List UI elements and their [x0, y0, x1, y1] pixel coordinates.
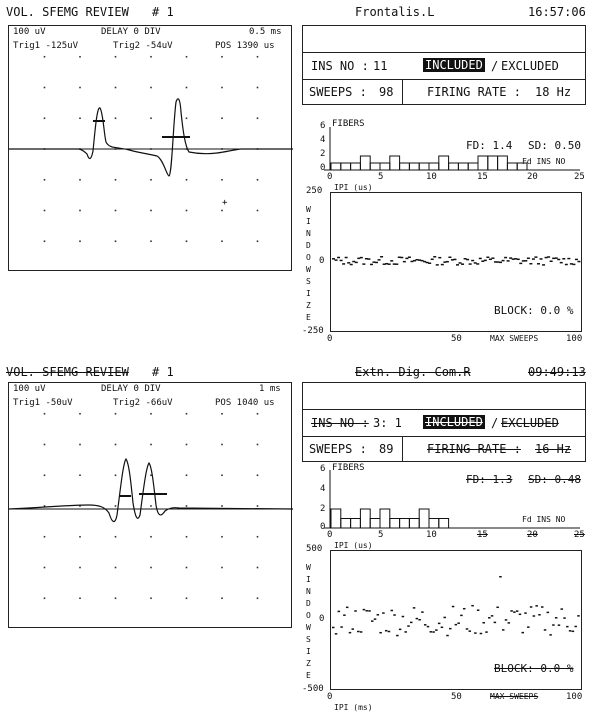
scatter-point	[471, 260, 474, 262]
sd-value: SD: 0.48	[528, 473, 581, 486]
scatter-point	[502, 629, 505, 631]
fibers-label: FIBERS	[332, 463, 365, 473]
scatter-point	[484, 260, 487, 262]
scatter-point	[408, 256, 411, 258]
scatter-point	[428, 262, 431, 264]
scatter-point	[433, 256, 436, 258]
scatter-point	[547, 612, 550, 614]
scatter-point	[540, 258, 543, 260]
scatter-xtick-100: 100	[566, 692, 583, 702]
scatter-xlabel: MAX SWEEPS	[490, 692, 539, 701]
scatter-point	[499, 576, 502, 578]
hist-xtick-25: 25	[574, 172, 585, 182]
hist-ytick-0: 0	[320, 163, 326, 173]
scatter-point	[538, 614, 541, 616]
scatter-point	[533, 615, 536, 617]
firing-rate-label: FIRING RATE :	[427, 442, 521, 456]
fd-value: FD: 1.3	[466, 473, 513, 486]
scatter-point	[367, 258, 370, 260]
scatter-point	[572, 631, 575, 633]
option-separator: /	[491, 416, 499, 430]
hist-xtick-15: 15	[477, 530, 488, 540]
scatter-xtick-0: 0	[327, 334, 333, 344]
scatter-point	[530, 606, 533, 608]
scatter-point	[441, 627, 444, 629]
scatter-point	[421, 611, 424, 613]
scatter-point	[390, 260, 393, 262]
scatter-point	[399, 629, 402, 631]
hist-xtick-10: 10	[426, 172, 437, 182]
review-title: VOL. SFEMG REVIEW	[6, 5, 129, 19]
scatter-point	[352, 628, 355, 630]
scatter-point	[368, 610, 371, 612]
scatter-xtick-100: 100	[566, 334, 583, 344]
scatter-point	[508, 622, 511, 624]
scatter-point	[499, 262, 502, 264]
scatter-point	[466, 628, 469, 630]
scatter-point	[542, 264, 545, 266]
scatter-point	[443, 617, 446, 619]
scatter-point	[354, 610, 357, 612]
scatter-point	[377, 614, 380, 616]
scatter-point	[544, 629, 547, 631]
scatter-point	[435, 629, 438, 631]
scatter-point	[338, 611, 341, 613]
timebase-readout: 1 ms	[259, 384, 281, 394]
hist-ytick-6: 6	[320, 121, 326, 131]
scatter-point	[438, 257, 441, 259]
review-index: # 1	[152, 365, 174, 379]
scatter-point	[371, 620, 374, 622]
gain-readout: 100 uV	[13, 27, 46, 37]
scatter-ybot: -500	[302, 684, 324, 694]
review-title: VOL. SFEMG REVIEW	[6, 365, 129, 379]
block-value: BLOCK: 0.0 %	[494, 662, 574, 675]
hist-xtick-5: 5	[378, 172, 384, 182]
firing-rate-label: FIRING RATE :	[427, 85, 521, 99]
scatter-point	[456, 264, 459, 266]
muscle-name: Extn. Dig. Com.R	[355, 365, 471, 379]
hist-xlabel: IPI (us)	[334, 183, 373, 192]
scatter-point	[513, 611, 516, 613]
scatter-point	[349, 632, 352, 634]
scatter-point	[567, 258, 570, 260]
hist-xtick-5: 5	[378, 530, 384, 540]
option-separator: /	[491, 59, 499, 73]
timestamp: 16:57:06	[528, 5, 586, 19]
sweeps-label: SWEEPS :	[309, 442, 367, 456]
scatter-point	[521, 632, 524, 634]
scatter-point	[424, 624, 427, 626]
ins-no-value: 3: 1	[373, 416, 402, 430]
sweeps-value: 89	[379, 442, 394, 456]
sweeps-value: 98	[379, 85, 394, 99]
scatter-point	[577, 615, 580, 617]
scatter-point	[380, 256, 383, 258]
scatter-point	[427, 626, 430, 628]
review-panel-1	[0, 0, 600, 358]
scatter-point	[469, 263, 472, 265]
review-index: # 1	[152, 5, 174, 19]
scatter-point	[527, 258, 530, 260]
hist-ytick-2: 2	[320, 149, 326, 159]
scatter-point	[370, 264, 373, 266]
scatter-point	[491, 257, 494, 259]
delay-readout: DELAY 0 DIV	[101, 27, 161, 37]
scatter-ytop: 500	[306, 544, 323, 554]
muscle-name: Frontalis.L	[355, 5, 435, 19]
scatter-point	[379, 632, 382, 634]
scatter-point	[476, 263, 479, 265]
scatter-point	[347, 262, 350, 264]
scatter-point	[516, 610, 519, 612]
scatter-ytop: 250	[306, 186, 323, 196]
scatter-point	[363, 609, 366, 611]
scatter-point	[346, 607, 349, 609]
scatter-point	[388, 263, 391, 265]
scatter-point	[340, 260, 343, 262]
ins-no-value: 11	[373, 59, 388, 73]
scatter-point	[403, 261, 406, 263]
scatter-point	[438, 623, 441, 625]
scatter-point	[432, 631, 435, 633]
scatter-point	[569, 630, 572, 632]
scatter-xtick-50: 50	[451, 692, 462, 702]
scatter-point	[547, 256, 550, 258]
scatter-point	[541, 606, 544, 608]
scatter-point	[575, 259, 578, 261]
scatter-point	[535, 605, 538, 607]
scatter-point	[396, 635, 399, 637]
scatter-ybot: -250	[302, 326, 324, 336]
scatter-point	[335, 633, 338, 635]
scatter-point	[375, 262, 378, 264]
sd-value: SD: 0.50	[528, 139, 581, 152]
scatter-point	[480, 633, 483, 635]
scatter-point	[572, 264, 575, 266]
hist-ytick-4: 4	[320, 484, 326, 494]
hist-ytick-0: 0	[320, 522, 326, 532]
scatter-point	[505, 619, 508, 621]
scatter-point	[486, 257, 489, 259]
scatter-point	[534, 256, 537, 258]
pos-readout: POS 1390 us	[215, 41, 275, 51]
scatter-point	[577, 261, 580, 263]
included-option[interactable]: INCLUDED	[425, 415, 483, 429]
fibers-label: FIBERS	[332, 119, 365, 129]
scatter-point	[332, 258, 335, 260]
scatter-point	[455, 624, 458, 626]
scatter-point	[446, 635, 449, 637]
scatter-point	[449, 628, 452, 630]
scatter-point	[410, 622, 413, 624]
gain-readout: 100 uV	[13, 384, 46, 394]
firing-rate-value: 18 Hz	[535, 85, 572, 99]
scatter-point	[549, 634, 552, 636]
fd-value: FD: 1.4	[466, 139, 513, 152]
scatter-point	[560, 608, 563, 610]
scatter-point	[395, 263, 398, 265]
scatter-point	[388, 631, 391, 633]
scatter-xtick-0: 0	[327, 692, 333, 702]
svg-text:+: +	[222, 198, 228, 208]
scatter-xbottom-label: IPI (ms)	[334, 703, 373, 712]
hist-ytick-2: 2	[320, 504, 326, 514]
scatter-point	[374, 618, 377, 620]
scatter-point	[496, 607, 499, 609]
hist-ytick-4: 4	[320, 135, 326, 145]
ins-no-label: INS NO :	[311, 59, 369, 73]
scatter-point	[557, 259, 560, 261]
hist-legend: Fd INS NO	[522, 157, 566, 166]
scatter-point	[457, 622, 460, 624]
block-value: BLOCK: 0.0 %	[494, 304, 574, 317]
hist-xtick-20: 20	[527, 530, 538, 540]
scatter-point	[565, 264, 568, 266]
scatter-point	[418, 619, 421, 621]
scatter-point	[441, 264, 444, 266]
scatter-point	[555, 257, 558, 259]
scatter-xtick-50: 50	[451, 334, 462, 344]
scatter-point	[485, 631, 488, 633]
scatter-point	[469, 630, 472, 632]
trig1-readout: Trig1 -125uV	[13, 41, 79, 51]
scatter-point	[378, 259, 381, 261]
delay-readout: DELAY 0 DIV	[101, 384, 161, 394]
scatter-point	[491, 615, 494, 617]
scatter-point	[460, 615, 463, 617]
scatter-point	[527, 626, 530, 628]
scatter-point	[436, 264, 439, 266]
scatter-point	[446, 261, 449, 263]
scatter-ymid: 0	[319, 614, 325, 624]
hist-ytick-6: 6	[320, 464, 326, 474]
scatter-point	[431, 259, 434, 261]
excluded-option[interactable]: EXCLUDED	[501, 416, 559, 430]
scatter-point	[524, 260, 527, 262]
scatter-point	[332, 627, 335, 629]
scatter-point	[382, 612, 385, 614]
scatter-point	[360, 631, 363, 633]
scatter-point	[479, 258, 482, 260]
scatter-point	[477, 609, 480, 611]
trig2-readout: Trig2 -54uV	[113, 41, 173, 51]
scatter-point	[350, 264, 353, 266]
scatter-point	[430, 631, 433, 633]
scatter-point	[574, 626, 577, 628]
scatter-point	[482, 622, 485, 624]
hist-xtick-0: 0	[327, 530, 333, 540]
window-size-label: WINDOW SIZE	[306, 205, 311, 322]
scatter-point	[335, 259, 338, 261]
scatter-point	[343, 614, 346, 616]
scatter-ymid: 0	[319, 256, 325, 266]
scatter-point	[360, 257, 363, 259]
scatter-point	[402, 616, 405, 618]
scatter-point	[494, 622, 497, 624]
scatter-point	[519, 263, 522, 265]
scatter-point	[362, 263, 365, 265]
scatter-point	[555, 617, 558, 619]
scatter-point	[453, 259, 456, 261]
scatter-point	[357, 631, 360, 633]
scatter-point	[466, 259, 469, 261]
scatter-point	[474, 632, 477, 634]
scatter-point	[391, 610, 394, 612]
scatter-point	[552, 624, 555, 626]
trig1-readout: Trig1 -50uV	[13, 398, 73, 408]
scatter-point	[448, 256, 451, 258]
scatter-point	[342, 263, 345, 265]
hist-xtick-20: 20	[527, 172, 538, 182]
scatter-point	[461, 263, 464, 265]
review-panel-2	[0, 360, 600, 718]
scatter-point	[345, 257, 348, 259]
scatter-point	[407, 625, 410, 627]
scatter-point	[560, 262, 563, 264]
window-size-label: WINDOW SIZE	[306, 563, 311, 680]
scatter-point	[488, 617, 491, 619]
scatter-point	[393, 614, 396, 616]
trig2-readout: Trig2 -66uV	[113, 398, 173, 408]
scatter-point	[337, 257, 340, 259]
scatter-point	[400, 257, 403, 259]
ins-no-label: INS NO :	[311, 416, 369, 430]
scatter-point	[385, 630, 388, 632]
scatter-point	[532, 258, 535, 260]
firing-rate-value: 16 Hz	[535, 442, 572, 456]
scatter-point	[452, 606, 455, 608]
included-option[interactable]: INCLUDED	[425, 58, 483, 72]
scatter-point	[355, 262, 358, 264]
hist-xtick-10: 10	[426, 530, 437, 540]
hist-legend: Fd INS NO	[522, 515, 566, 524]
scatter-point	[471, 605, 474, 607]
scatter-point	[558, 624, 561, 626]
hist-xtick-15: 15	[477, 172, 488, 182]
scatter-point	[413, 607, 416, 609]
excluded-option[interactable]: EXCLUDED	[501, 59, 559, 73]
scatter-point	[517, 259, 520, 261]
scatter-point	[563, 617, 566, 619]
scatter-point	[504, 257, 507, 259]
scatter-point	[507, 260, 510, 262]
scatter-xlabel: MAX SWEEPS	[490, 334, 539, 343]
scatter-point	[340, 626, 343, 628]
scatter-point	[562, 258, 565, 260]
scatter-point	[463, 608, 466, 610]
scatter-point	[404, 631, 407, 633]
hist-xlabel: IPI (us)	[334, 541, 373, 550]
scatter-point	[566, 626, 569, 628]
scatter-point	[524, 612, 527, 614]
timebase-readout: 0.5 ms	[249, 27, 282, 37]
scatter-point	[502, 260, 505, 262]
scatter-point	[510, 610, 512, 612]
scatter-point	[519, 614, 522, 616]
hist-xtick-25: 25	[574, 530, 585, 540]
pos-readout: POS 1040 us	[215, 398, 275, 408]
scatter-point	[550, 260, 553, 262]
timestamp: 09:49:13	[528, 365, 586, 379]
scatter-point	[365, 610, 368, 612]
scatter-point	[537, 263, 540, 265]
hist-xtick-0: 0	[327, 172, 333, 182]
scatter-point	[529, 263, 532, 265]
sweeps-label: SWEEPS :	[309, 85, 367, 99]
scatter-point	[416, 618, 419, 620]
